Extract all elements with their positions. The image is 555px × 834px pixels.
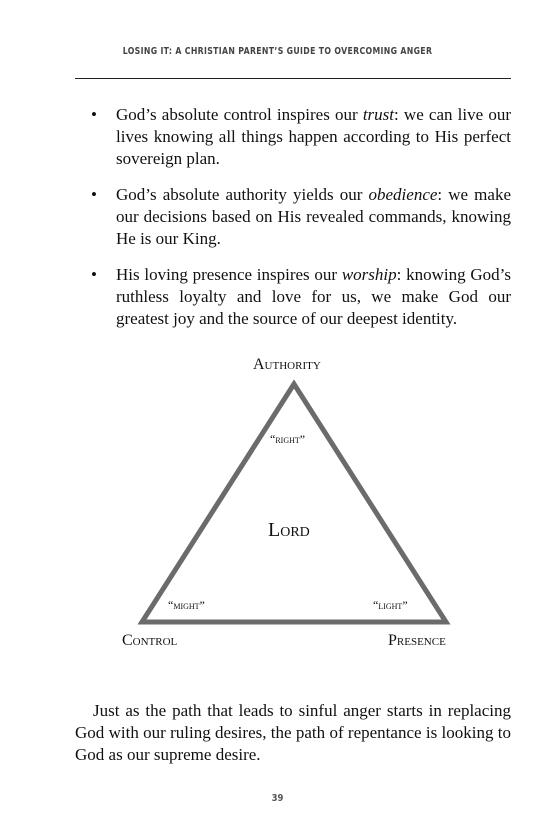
bullet-text: His loving presence inspires our <box>116 265 342 284</box>
bullet-text: : we can live our lives knowing all things happen according to His perfect sovereign plan. <box>116 105 511 168</box>
page-number: 39 <box>271 793 284 804</box>
running-head: LOSING IT: A CHRISTIAN PARENT’S GUIDE TO OVERCOMING ANGER <box>122 46 433 57</box>
bullet-marker: • <box>91 185 97 204</box>
label-might: “might” <box>168 598 205 612</box>
bullet-marker: • <box>91 105 97 124</box>
label-lord: Lord <box>268 519 310 541</box>
lordship-triangle-diagram <box>100 352 480 662</box>
triangle-svg <box>100 352 480 662</box>
label-authority: Authority <box>253 356 321 373</box>
bullet-text: God’s absolute authority yields our <box>116 185 369 204</box>
bullet-keyword: obedience <box>368 185 438 204</box>
bullet-text: : knowing God’s ruthless loyalty and love for us, we make God our greatest joy and the source of our deepest identity. <box>116 265 511 328</box>
header-rule <box>75 78 511 79</box>
bullet-keyword: worship <box>341 265 397 284</box>
bullet-list <box>75 104 511 344</box>
label-light: “light” <box>373 598 408 612</box>
label-presence: Presence <box>388 632 446 649</box>
label-right: “right” <box>270 432 306 446</box>
bullet-keyword: trust <box>362 105 395 124</box>
bullet-marker: • <box>91 265 97 284</box>
body-paragraph: Just as the path that leads to sinful anger starts in replacing God with our ruling desires, the path of repentance is looking to God as our supreme desire. <box>75 701 511 764</box>
bullet-text: : we make our decisions based on His revealed commands, knowing He is our King. <box>116 185 511 248</box>
triangle-shape <box>142 384 446 622</box>
bullet-item-worship <box>75 264 511 330</box>
bullet-text: God’s absolute control inspires our <box>116 105 363 124</box>
bullet-item-obedience <box>75 184 511 250</box>
label-control: Control <box>122 632 178 649</box>
bullet-item-trust <box>75 104 511 170</box>
